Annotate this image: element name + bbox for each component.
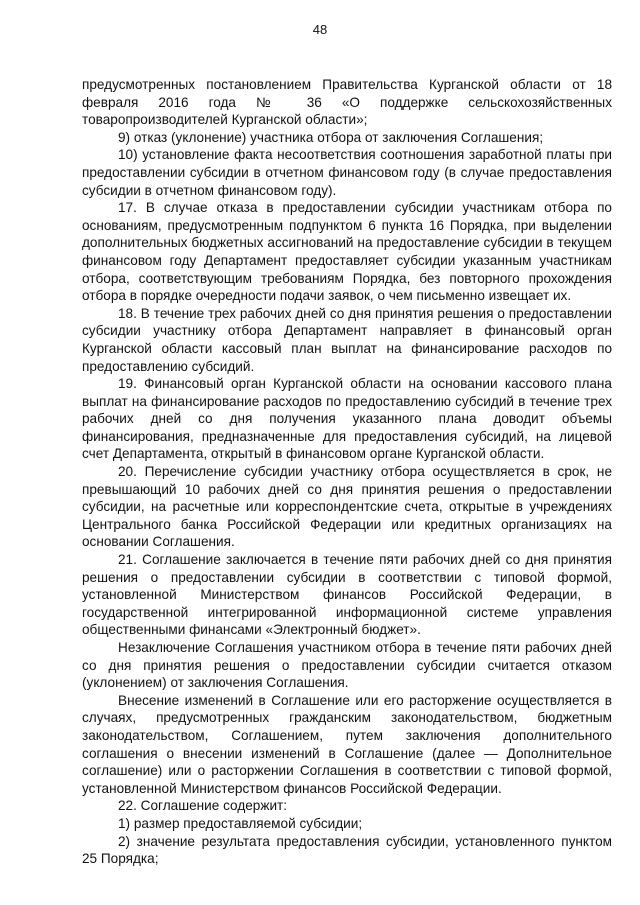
paragraph-clause-17: 17. В случае отказа в предоставлении субсидии участникам отбора по основаниям, предусмотренным подпунктом 6 пункта 16 Порядка, при выделении дополнительных бюджетных ассигнований на предоставление субсидии в текущем финансовом году Департамент предоставляет субсидии указанным участникам отбора, соответствующим требованиям Порядка, без повторного прохождения отбора в порядке очередности подачи заявок, о чем письменно извещает их. (82, 200, 612, 304)
page-number: 48 (312, 22, 328, 37)
paragraph-item-10: 10) установление факта несоответствия соотношения заработной платы при предоставлении субсидии в отчетном финансовом году (в случае предоставления субсидии в отчетном финансовом году). (82, 147, 612, 198)
paragraph-item-2: 2) значение результата предоставления субсидии, установленного пунктом 25 Порядка; (82, 833, 612, 867)
paragraph-clause-20: 20. Перечисление субсидии участнику отбора осуществляется в срок, не превышающий 10 рабочих дней со дня принятия решения о предоставлении субсидии, на расчетные или корреспондентские счета, открытые в учреждениях Центрального банка Российской Федерации или кредитных организациях на основании Соглашения. (82, 464, 612, 550)
paragraph-clause-22: 22. Соглашение содержит: (118, 798, 288, 814)
paragraph-clause-21: 21. Соглашение заключается в течение пяти рабочих дней со дня принятия решения о предоставлении субсидии в соответствии с типовой формой, установленной Министерством финансов Российской Федерации, в государственной интегрированной информационной системе управления общественными финансами «Электронный бюджет». (82, 552, 612, 638)
document-body (82, 76, 612, 868)
paragraph-non-conclusion: Незаключение Соглашения участником отбора в течение пяти рабочих дней со дня принятия решения о предоставлении субсидии считается отказом (уклонением) от заключения Соглашения. (82, 640, 612, 691)
paragraph-item-9: 9) отказ (уклонение) участника отбора от заключения Соглашения; (118, 129, 544, 145)
paragraph-clause-19: 19. Финансовый орган Курганской области на основании кассового плана выплат на финансирование расходов по предоставлению субсидий в течение трех рабочих дней со дня получения указанного плана доводит объемы финансирования, предназначенные для предоставления субсидий, на лицевой счет Департамента, открытый в финансовом органе Курганской области. (82, 376, 612, 462)
paragraph-item-1: 1) размер предоставляемой субсидии; (118, 815, 363, 831)
paragraph-continuation: предусмотренных постановлением Правительства Курганской области от 18 февраля 2016 года № 36 «О поддержке сельскохозяйственных товаропроизводителей Курганской области»; (82, 77, 612, 128)
paragraph-amendments: Внесение изменений в Соглашение или его расторжение осуществляется в случаях, предусмотренных гражданским законодательством, бюджетным законодательством, Соглашением, путем заключения дополнительного соглашения о внесении изменений в Соглашение (далее — Дополнительное соглашение) или о расторжении Соглашения в соответствии с типовой формой, установленной Министерством финансов Российской Федерации. (82, 692, 612, 796)
paragraph-clause-18: 18. В течение трех рабочих дней со дня принятия решения о предоставлении субсидии участнику отбора Департамент направляет в финансовый орган Курганской области кассовый план выплат на финансирование расходов по предоставлению субсидий. (82, 305, 612, 374)
